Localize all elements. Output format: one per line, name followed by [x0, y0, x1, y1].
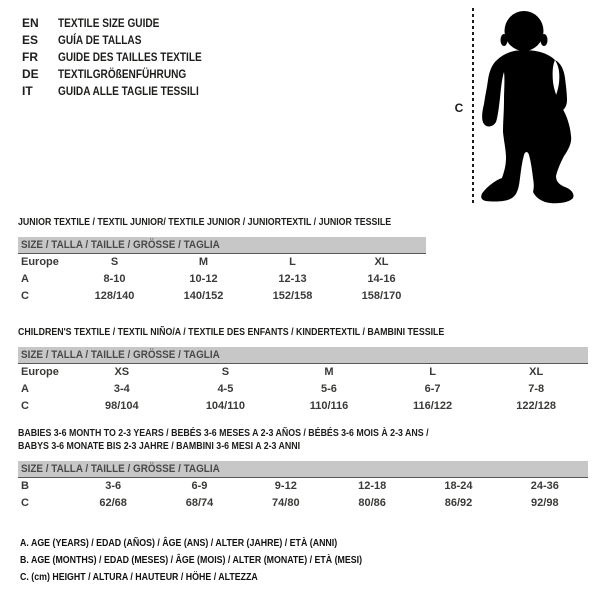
value-cell: 3-6 [105, 480, 122, 492]
size-header-bar: SIZE / TALLA / TAILLE / GRÖSSE / TAGLIA [18, 461, 588, 478]
value-cell: 92/98 [531, 497, 559, 509]
value-cell: 140/152 [183, 290, 224, 302]
table-title: BABYS 3-6 MONATE BIS 2-3 JAHRE / BAMBINI 3-6 MESI A 2-3 ANNI [18, 440, 301, 452]
table-title: CHILDREN'S TEXTILE / TEXTIL NIÑO/A / TEXTILE DES ENFANTS / KINDERTEXTIL / BAMBINI TESSILE [18, 326, 445, 338]
value-cell: 158/170 [361, 290, 402, 302]
value-cell: 9-12 [274, 480, 297, 492]
table-row [18, 398, 588, 415]
value-cell: 4-5 [217, 383, 234, 395]
value-cell: 24-36 [530, 480, 559, 492]
language-code: IT [22, 84, 33, 98]
junior-size-table [18, 216, 426, 305]
row-label: C [21, 290, 29, 302]
footnote-b: B. AGE (MONTHS) / EDAD (MESES) / ÂGE (MOIS) / ALTER (MONATE) / ETÀ (MESI) [20, 554, 363, 566]
baby-silhouette-image [478, 6, 578, 206]
size-header-bar: SIZE / TALLA / TAILLE / GRÖSSE / TAGLIA [18, 237, 426, 254]
language-row-en [22, 15, 229, 32]
value-cell: 68/74 [185, 497, 214, 509]
value-cell: XS [114, 366, 130, 378]
value-cell: M [324, 366, 334, 378]
children-size-table [18, 326, 588, 415]
language-title: TEXTILE SIZE GUIDE [58, 16, 160, 30]
row-label: A [21, 273, 29, 285]
value-cell: S [110, 256, 119, 268]
value-cell: 3-4 [113, 383, 130, 395]
value-cell: L [289, 256, 296, 268]
row-label: C [21, 400, 29, 412]
table-row [18, 271, 426, 288]
row-label: Europe [21, 366, 59, 378]
value-cell: S [221, 366, 230, 378]
size-header-bar: SIZE / TALLA / TAILLE / GRÖSSE / TAGLIA [18, 347, 588, 364]
footnote-a: A. AGE (YEARS) / EDAD (AÑOS) / ÂGE (ANS) / ALTER (JAHRE) / ETÀ (ANNI) [20, 537, 338, 549]
legend [20, 535, 427, 586]
height-measure-dashed-line [472, 8, 474, 206]
value-cell: M [198, 256, 209, 268]
value-cell: XL [374, 256, 389, 268]
value-cell: 12-13 [278, 273, 307, 285]
language-code: EN [22, 16, 39, 30]
table-title: BABIES 3-6 MONTH TO 2-3 YEARS / BEBÉS 3-6 MESES A 2-3 AÑOS / BÉBÉS 3-6 MOIS À 2-3 ANS / [18, 427, 429, 439]
value-cell: XL [529, 366, 544, 378]
language-title: GUIDA ALLE TAGLIE TESSILI [58, 84, 199, 98]
value-cell: 122/128 [516, 400, 557, 412]
value-cell: 110/116 [309, 400, 349, 412]
value-cell: 128/140 [94, 290, 135, 302]
value-cell: 74/80 [272, 497, 300, 509]
value-cell: 10-12 [189, 273, 218, 285]
row-label: Europe [21, 256, 59, 268]
value-cell: 14-16 [367, 273, 396, 285]
value-cell: L [429, 366, 436, 378]
value-cell: 86/92 [444, 497, 473, 509]
language-title: GUÍA DE TALLAS [58, 33, 142, 47]
value-cell: 7-8 [528, 383, 545, 395]
value-cell: 8-10 [103, 273, 126, 285]
measure-label-c: C [454, 101, 464, 115]
language-row-es [22, 32, 229, 49]
table-row [18, 254, 426, 271]
table-row [18, 364, 588, 381]
language-list [22, 15, 229, 100]
language-code: ES [22, 33, 39, 47]
value-cell: 116/122 [413, 400, 453, 412]
language-title: TEXTILGRÖßENFÜHRUNG [58, 67, 187, 81]
language-code: DE [22, 67, 39, 81]
babies-size-table [18, 427, 588, 512]
table-row [18, 288, 426, 305]
value-cell: 18-24 [444, 480, 473, 492]
language-row-fr [22, 49, 229, 66]
value-cell: 98/104 [104, 400, 139, 412]
value-cell: 6-9 [191, 480, 208, 492]
value-cell: 80/86 [358, 497, 386, 509]
value-cell: 5-6 [321, 383, 337, 395]
value-cell: 6-7 [424, 383, 441, 395]
language-row-de [22, 66, 229, 83]
language-code: FR [22, 50, 38, 64]
value-cell: 62/68 [99, 497, 127, 509]
language-row-it [22, 83, 229, 100]
table-title: JUNIOR TEXTILE / TEXTIL JUNIOR/ TEXTILE JUNIOR / JUNIORTEXTIL / JUNIOR TESSILE [18, 216, 392, 228]
value-cell: 12-18 [358, 480, 387, 492]
table-row [18, 495, 588, 512]
row-label: C [21, 497, 29, 509]
table-row [18, 381, 588, 398]
row-label: B [21, 480, 29, 492]
table-row [18, 478, 588, 495]
value-cell: 104/110 [205, 400, 245, 412]
value-cell: 152/158 [272, 290, 313, 302]
row-label: A [21, 383, 29, 395]
footnote-c: C. (cm) HEIGHT / ALTURA / HAUTEUR / HÖHE / ALTEZZA [20, 571, 258, 583]
language-title: GUIDE DES TAILLES TEXTILE [58, 50, 202, 64]
